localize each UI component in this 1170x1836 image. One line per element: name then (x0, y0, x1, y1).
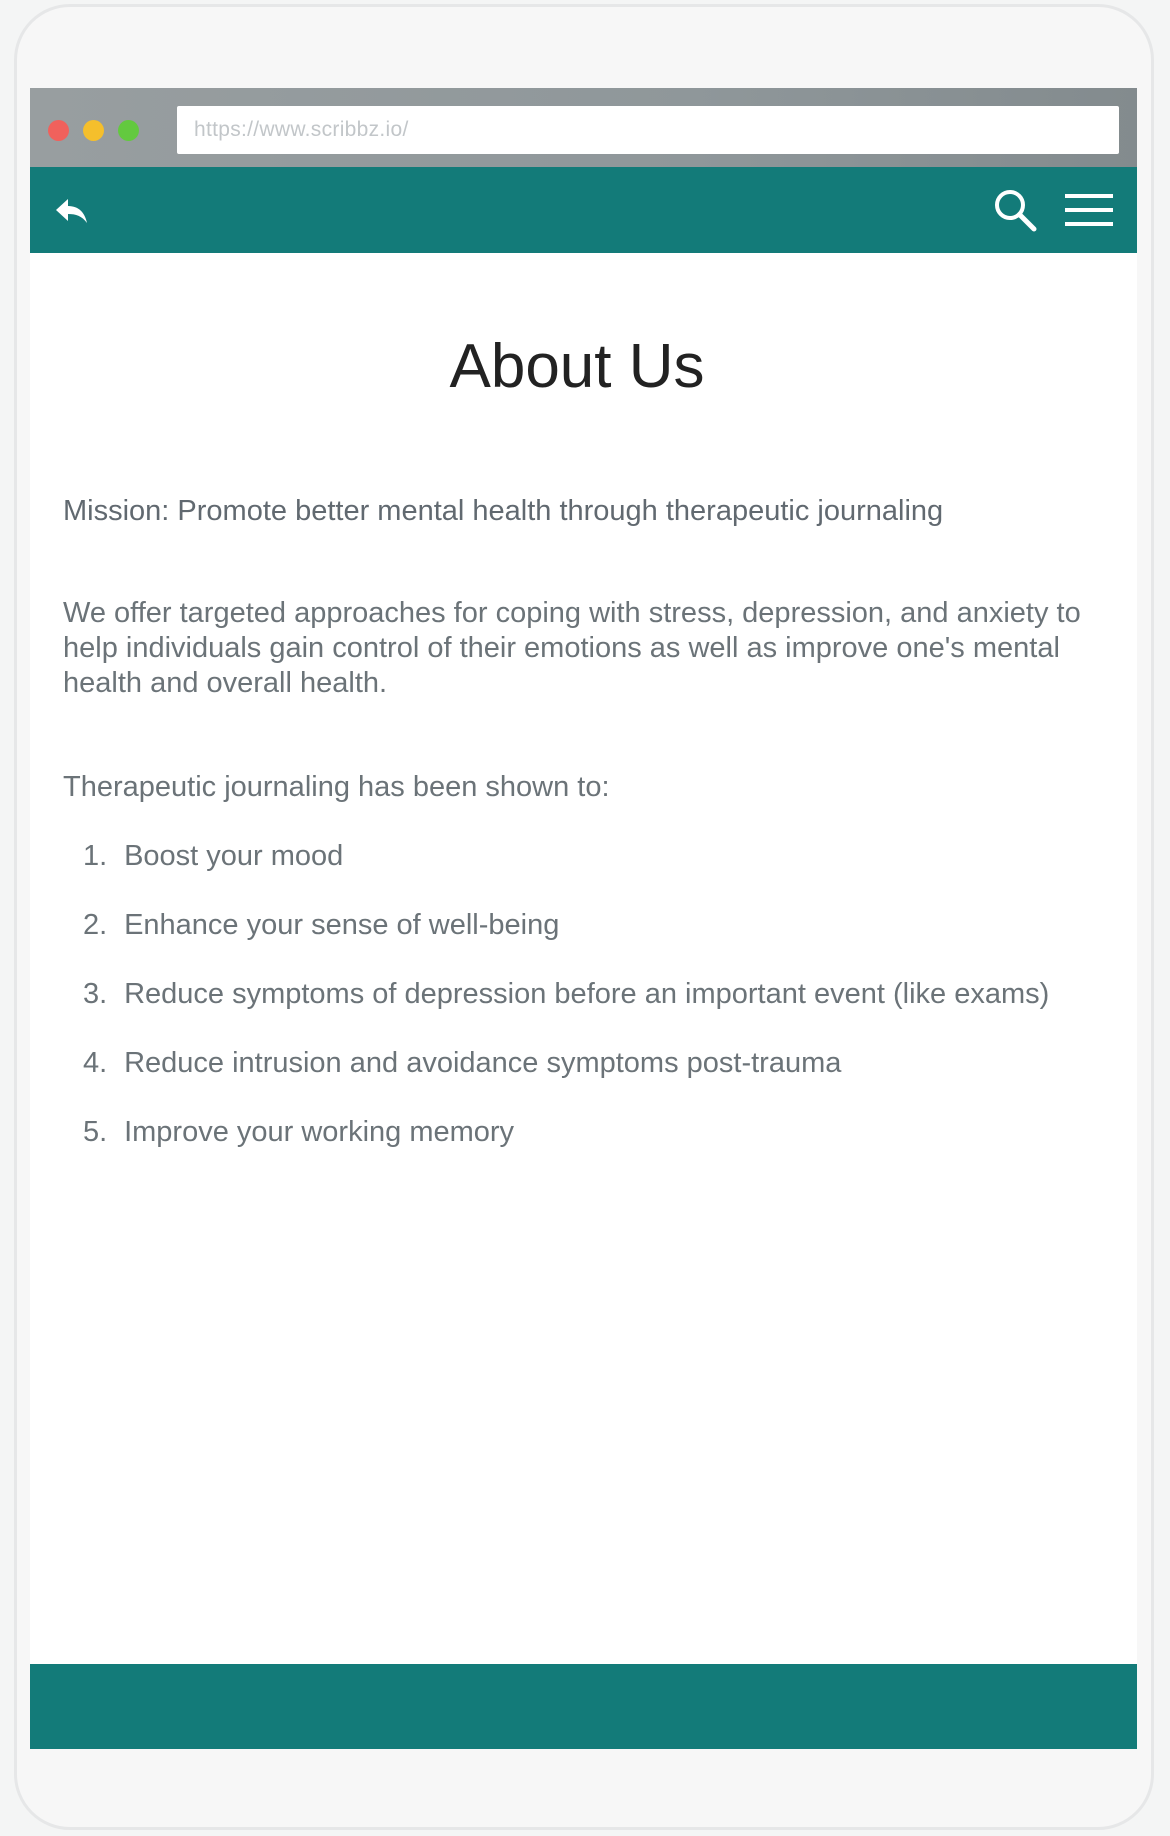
list-item-text: Boost your mood (124, 840, 344, 872)
mission-text: Mission: Promote better mental health through therapeutic journaling (63, 495, 944, 527)
list-item-number: 2. (83, 909, 108, 941)
list-item-text: Enhance your sense of well-being (124, 909, 560, 941)
maximize-window-dot[interactable] (118, 120, 139, 141)
list-item (83, 976, 1049, 1045)
list-item-number: 3. (83, 978, 108, 1010)
list-item-number: 1. (83, 840, 108, 872)
list-item-text: Improve your working memory (124, 1116, 515, 1148)
page-title: About Us (449, 332, 705, 401)
url-bar[interactable]: https://www.scribbz.io/ (177, 106, 1119, 154)
minimize-window-dot[interactable] (83, 120, 104, 141)
main-content (30, 253, 1137, 1553)
list-item (83, 838, 1049, 907)
list-item-text: Reduce intrusion and avoidance symptoms post-trauma (124, 1047, 842, 1079)
offer-text: We offer targeted approaches for coping with stress, depression, and anxiety to help individuals gain control of their emotions as well as improve one's mental health and overall health. (63, 597, 1081, 699)
list-item-text: Reduce symptoms of depression before an important event (like exams) (124, 978, 1050, 1010)
list-item-number: 4. (83, 1047, 108, 1079)
benefits-intro: Therapeutic journaling has been shown to: (63, 771, 610, 803)
browser-window (30, 88, 1137, 1749)
benefits-list (83, 838, 1049, 1183)
list-item (83, 1045, 1049, 1114)
list-item-number: 5. (83, 1116, 108, 1148)
list-item (83, 907, 1049, 976)
list-item (83, 1114, 1049, 1183)
reply-arrow-icon[interactable] (52, 191, 92, 231)
footer-bar (30, 1664, 1137, 1749)
close-window-dot[interactable] (48, 120, 69, 141)
app-bar (30, 167, 1137, 253)
hamburger-menu-icon[interactable] (1065, 192, 1113, 228)
browser-chrome (30, 88, 1137, 167)
search-icon[interactable] (993, 188, 1037, 232)
